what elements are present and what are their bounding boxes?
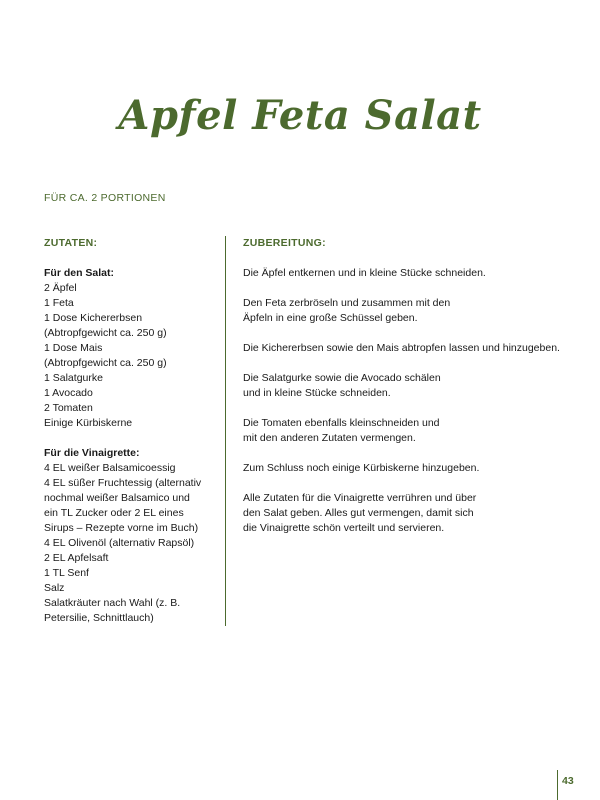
ingredient-line: Salatkräuter nach Wahl (z. B. bbox=[44, 597, 181, 609]
ingredient-line: 1 Avocado bbox=[44, 387, 93, 399]
preparation-step-line: den Salat geben. Alles gut vermengen, damit sich bbox=[243, 507, 474, 519]
salad-subheading: Für den Salat: bbox=[44, 267, 115, 279]
ingredient-line: (Abtropfgewicht ca. 250 g) bbox=[44, 327, 167, 339]
ingredient-line: nochmal weißer Balsamico und bbox=[44, 492, 190, 504]
preparation-step bbox=[243, 266, 563, 281]
ingredient-line: 1 Dose Kichererbsen bbox=[44, 312, 143, 324]
ingredient-line: 2 Äpfel bbox=[44, 282, 77, 294]
vinaigrette-ingredient-list bbox=[44, 461, 224, 626]
ingredient-line: 1 Salatgurke bbox=[44, 372, 103, 384]
preparation-step-line: Zum Schluss noch einige Kürbiskerne hinzugeben. bbox=[243, 462, 480, 474]
preparation-step bbox=[243, 371, 563, 401]
preparation-step-line: Die Kichererbsen sowie den Mais abtropfen lassen und hinzugeben. bbox=[243, 342, 560, 354]
preparation-step-line: Äpfeln in eine große Schüssel geben. bbox=[243, 312, 418, 324]
ingredient-line: 2 Tomaten bbox=[44, 402, 93, 414]
ingredient-line: 1 TL Senf bbox=[44, 567, 89, 579]
preparation-step bbox=[243, 416, 563, 446]
ingredient-line: ein TL Zucker oder 2 EL eines bbox=[44, 507, 184, 519]
preparation-steps bbox=[243, 266, 563, 536]
ingredient-line: Salz bbox=[44, 582, 65, 594]
preparation-step-line: Den Feta zerbröseln und zusammen mit den bbox=[243, 297, 451, 309]
ingredient-line: Petersilie, Schnittlauch) bbox=[44, 612, 154, 624]
ingredients-heading: ZUTATEN: bbox=[44, 237, 98, 249]
preparation-step-line: Alle Zutaten für die Vinaigrette verrühren und über bbox=[243, 492, 477, 504]
ingredient-line: 4 EL Olivenöl (alternativ Rapsöl) bbox=[44, 537, 195, 549]
preparation-step bbox=[243, 341, 563, 356]
ingredient-line: 1 Feta bbox=[44, 297, 74, 309]
ingredient-line: 2 EL Apfelsaft bbox=[44, 552, 109, 564]
preparation-step-line: Die Äpfel entkernen und in kleine Stücke schneiden. bbox=[243, 267, 486, 279]
vinaigrette-subheading: Für die Vinaigrette: bbox=[44, 447, 140, 459]
ingredient-line: 4 EL weißer Balsamicoessig bbox=[44, 462, 176, 474]
recipe-title: Apfel Feta Salat bbox=[118, 92, 482, 139]
preparation-step-line: die Vinaigrette schön verteilt und servieren. bbox=[243, 522, 445, 534]
preparation-step-line: und in kleine Stücke schneiden. bbox=[243, 387, 391, 399]
ingredient-line: 1 Dose Mais bbox=[44, 342, 103, 354]
preparation-heading: ZUBEREITUNG: bbox=[243, 237, 326, 249]
ingredients-column bbox=[44, 236, 224, 626]
preparation-column bbox=[243, 236, 563, 551]
ingredient-line: 4 EL süßer Fruchtessig (alternativ bbox=[44, 477, 202, 489]
portions-label: FÜR CA. 2 PORTIONEN bbox=[44, 192, 166, 204]
preparation-step bbox=[243, 461, 563, 476]
preparation-step bbox=[243, 296, 563, 326]
preparation-step-line: Die Salatgurke sowie die Avocado schälen bbox=[243, 372, 441, 384]
preparation-step bbox=[243, 491, 563, 536]
preparation-step-line: mit den anderen Zutaten vermengen. bbox=[243, 432, 416, 444]
ingredient-line: Sirups – Rezepte vorne im Buch) bbox=[44, 522, 199, 534]
page-number: 43 bbox=[562, 775, 574, 787]
preparation-step-line: Die Tomaten ebenfalls kleinschneiden und bbox=[243, 417, 440, 429]
page-number-rule bbox=[557, 770, 558, 800]
ingredient-line: (Abtropfgewicht ca. 250 g) bbox=[44, 357, 167, 369]
column-divider bbox=[225, 236, 226, 626]
ingredient-line: Einige Kürbiskerne bbox=[44, 417, 133, 429]
salad-ingredient-list bbox=[44, 281, 224, 431]
